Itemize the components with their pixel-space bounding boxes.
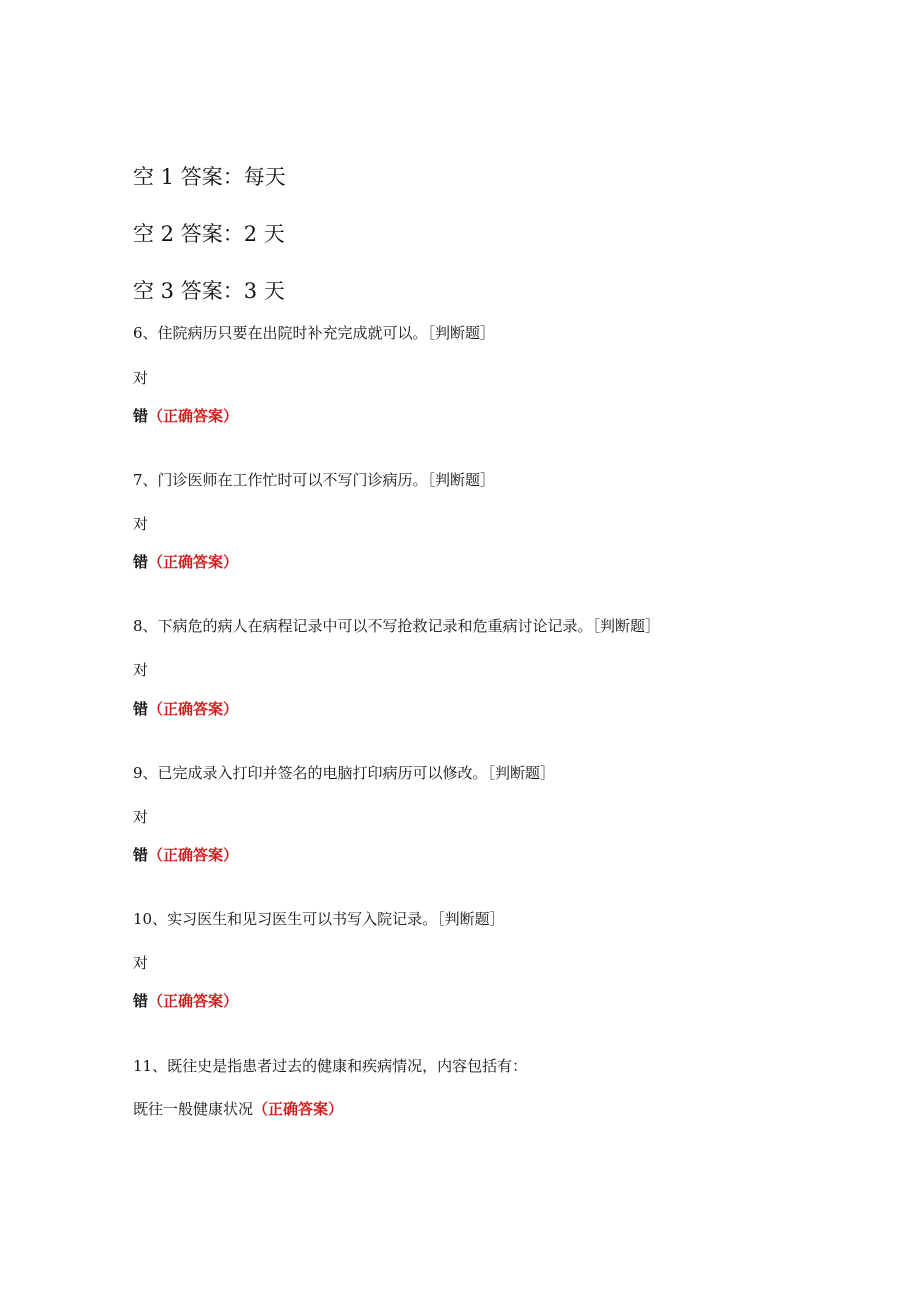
option-true: 对 [133, 954, 149, 972]
correct-answer-mark: （正确答案） [253, 1100, 344, 1118]
option-true: 对 [133, 661, 149, 679]
correct-answer-mark: （正确答案） [148, 700, 239, 718]
option-correct [133, 1099, 343, 1119]
blank-answer: 每天 [243, 165, 286, 189]
option-false-correct [133, 552, 238, 572]
option-false-correct [133, 991, 238, 1011]
question-10: 10、实习医生和见习医生可以书写入院记录。［判断题］ [133, 910, 505, 928]
blank-label: 空 1 答案： [133, 165, 244, 189]
option-false-correct [133, 699, 238, 719]
question-9: 9、已完成录入打印并签名的电脑打印病历可以修改。［判断题］ [133, 764, 556, 782]
option-label: 错 [133, 992, 149, 1010]
option-true: 对 [133, 369, 149, 387]
option-label: 错 [133, 700, 149, 718]
option-false-correct [133, 406, 238, 426]
correct-answer-mark: （正确答案） [148, 553, 239, 571]
blank-answer-2 [133, 221, 285, 247]
blank-answer-3 [133, 278, 285, 304]
option-label: 错 [133, 407, 149, 425]
blank-label: 空 2 答案： [133, 222, 244, 246]
correct-answer-mark: （正确答案） [148, 846, 239, 864]
blank-answer-1 [133, 164, 286, 190]
blank-answer: 3 天 [243, 279, 285, 303]
blank-label: 空 3 答案： [133, 279, 244, 303]
question-6: 6、住院病历只要在出院时补充完成就可以。［判断题］ [133, 324, 496, 342]
question-11: 11、既往史是指患者过去的健康和疾病情况，内容包括有： [133, 1057, 528, 1075]
question-8: 8、下病危的病人在病程记录中可以不写抢救记录和危重病讨论记录。［判断题］ [133, 617, 661, 635]
option-label: 错 [133, 846, 149, 864]
option-false-correct [133, 845, 238, 865]
correct-answer-mark: （正确答案） [148, 992, 239, 1010]
correct-answer-mark: （正确答案） [148, 407, 239, 425]
option-true: 对 [133, 808, 149, 826]
blank-answer: 2 天 [243, 222, 285, 246]
option-true: 对 [133, 515, 149, 533]
option-label: 既往一般健康状况 [133, 1100, 254, 1118]
option-label: 错 [133, 553, 149, 571]
question-7: 7、门诊医师在工作忙时可以不写门诊病历。［判断题］ [133, 471, 496, 489]
